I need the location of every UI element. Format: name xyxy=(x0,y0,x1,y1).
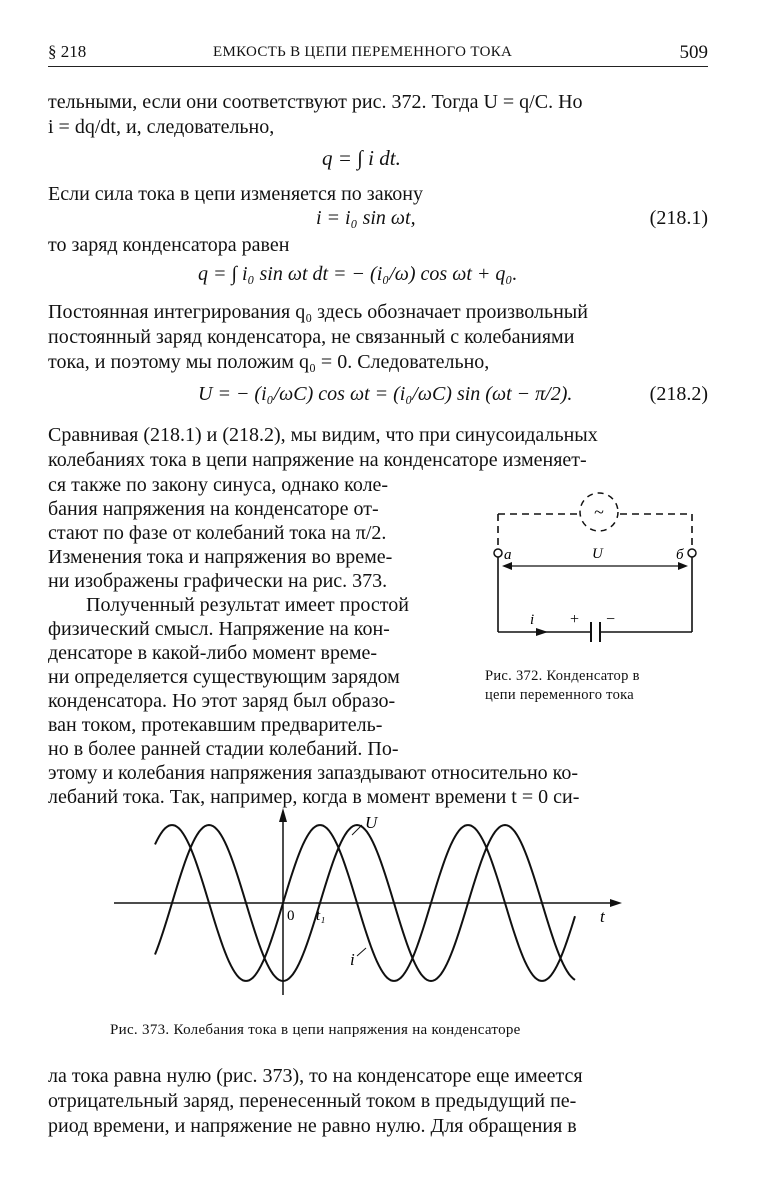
text-line: стают по фазе от колебаний тока на π/2. xyxy=(48,522,387,544)
text-line: i = dq/dt, и, следовательно, xyxy=(48,116,275,138)
equation-218-2: U = − (i₀/ωC) cos ωt = (i₀/ωC) sin (ωt − π/2). xyxy=(198,383,573,405)
text-line: тока, и поэтому мы положим q₀ = 0. Следовательно, xyxy=(48,351,490,373)
terminal-a xyxy=(494,549,502,557)
text-line: колебаниях тока в цепи напряжение на конденсаторе изменяет- xyxy=(48,449,587,471)
text-line: ла тока равна нулю (рис. 373), то на конденсаторе еще имеется xyxy=(48,1065,583,1087)
text-line: то заряд конденсатора равен xyxy=(48,234,290,256)
section-number: § 218 xyxy=(48,42,87,61)
text-line: риод времени, и напряжение не равно нулю. Для обращения в xyxy=(48,1115,577,1137)
figure-373-oscillations xyxy=(100,798,640,1003)
label-origin: 0 xyxy=(287,908,295,924)
text-line: Сравнивая (218.1) и (218.2), мы видим, что при синусоидальных xyxy=(48,424,598,446)
label-U: U xyxy=(365,813,378,832)
label-i: i xyxy=(350,950,355,969)
label-plus: + xyxy=(570,611,580,628)
equation-number: (218.1) xyxy=(649,207,708,229)
label-t: t xyxy=(600,907,605,926)
text-line: этому и колебания напряжения запаздывают относительно ко- xyxy=(48,762,579,784)
t-axis-arrow xyxy=(610,899,622,907)
label-i: i xyxy=(530,612,535,628)
text-line: конденсатора. Но этот заряд был образо- xyxy=(48,690,396,712)
equation-charge: q = ∫ i₀ sin ωt dt = − (i₀/ω) cos ωt + q₀. xyxy=(198,263,518,285)
text-line: тельными, если они соответствуют рис. 372. Тогда U = q/C. Но xyxy=(48,91,583,113)
page-number: 509 xyxy=(679,42,708,63)
figure-372-caption-l2: цепи переменного тока xyxy=(485,687,635,703)
current-arrow-head xyxy=(536,628,548,636)
equation-218-1: i = i₀ sin ωt, xyxy=(316,207,416,229)
running-header xyxy=(48,42,708,68)
label-i-leader xyxy=(357,948,366,956)
text-line: ван током, протекавшим предваритель- xyxy=(48,714,383,736)
text-line: Постоянная интегрирования q₀ здесь обозначает произвольный xyxy=(48,301,588,323)
text-line: но в более ранней стадии колебаний. По- xyxy=(48,738,399,760)
text-line: лебаний тока. Так, например, когда в момент времени t = 0 си- xyxy=(48,786,580,808)
text-line: ни изображены графически на рис. 373. xyxy=(48,570,388,592)
label-U: U xyxy=(592,546,603,562)
ac-source-symbol: ~ xyxy=(594,502,604,522)
figure-373-caption: Рис. 373. Колебания тока в цепи напряжения на конденсаторе xyxy=(110,1022,521,1038)
label-minus: − xyxy=(606,611,616,628)
text-line: Если сила тока в цепи изменяется по закону xyxy=(48,183,423,205)
text-line: ся также по закону синуса, однако коле- xyxy=(48,474,389,496)
text-line: отрицательный заряд, перенесенный током в предыдущий пе- xyxy=(48,1090,577,1112)
text-line: денсаторе в какой-либо момент време- xyxy=(48,642,378,664)
text-line: Полученный результат имеет простой xyxy=(86,594,409,616)
label-t1: t₁ xyxy=(316,908,326,924)
text-line: Изменения тока и напряжения во време- xyxy=(48,546,393,568)
text-line: ни определяется существующим зарядом xyxy=(48,666,400,688)
vertical-axis-arrow xyxy=(279,808,287,822)
header-rule xyxy=(48,66,708,67)
text-line: физический смысл. Напряжение на кон- xyxy=(48,618,390,640)
text-line: бания напряжения на конденсаторе от- xyxy=(48,498,379,520)
figure-372-caption-l1: Рис. 372. Конденсатор в xyxy=(485,668,640,684)
equation-q-integral: q = ∫ i dt. xyxy=(322,146,401,170)
equation-number: (218.2) xyxy=(649,383,708,405)
label-a: а xyxy=(504,547,512,563)
voltage-arrow-head-left xyxy=(502,562,512,570)
label-b: б xyxy=(676,547,684,563)
figure-372-circuit xyxy=(480,484,710,649)
voltage-arrow-head-right xyxy=(678,562,688,570)
text-line: постоянный заряд конденсатора, не связанный с колебаниями xyxy=(48,326,575,348)
terminal-b xyxy=(688,549,696,557)
chapter-title: ЕМКОСТЬ В ЦЕПИ ПЕРЕМЕННОГО ТОКА xyxy=(213,44,513,60)
